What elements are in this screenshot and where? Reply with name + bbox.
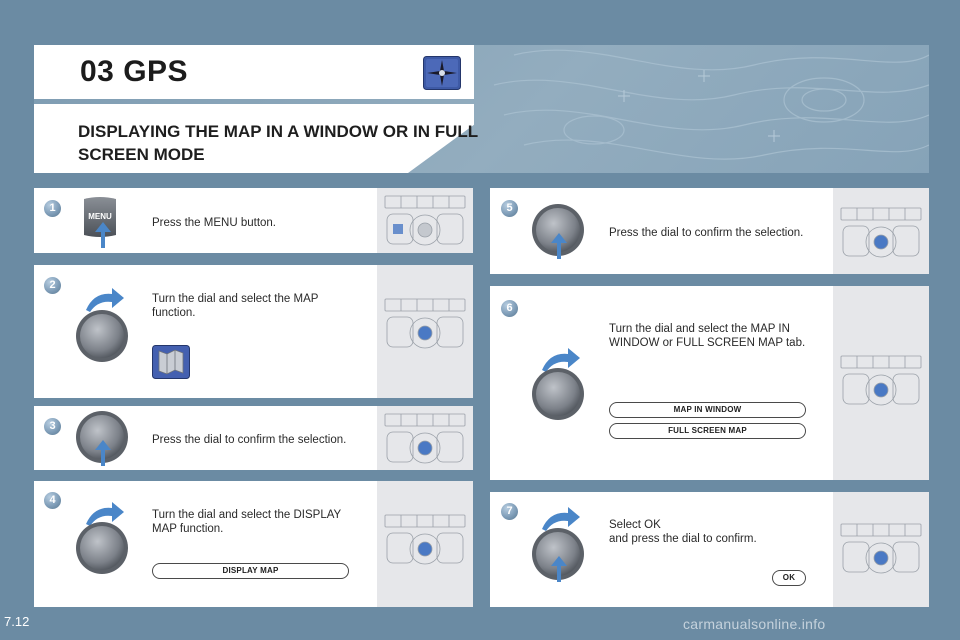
console-panel [377,265,473,398]
audio-console-icon [381,509,469,569]
map-function-icon [152,345,190,379]
section-title: DISPLAYING THE MAP IN A WINDOW OR IN FULL SCREEN MODE [78,122,478,164]
press-arrow-icon [551,233,567,259]
console-panel [377,188,473,253]
dial-icon [75,309,129,363]
audio-console-icon [837,202,925,262]
press-arrow-icon [551,556,567,582]
step-badge-4: 4 [43,491,62,510]
audio-console-icon [381,190,469,250]
step-text-7-line2: and press the dial to confirm. [609,533,757,545]
step-badge-1: 1 [43,199,62,218]
step-text-1: Press the MENU button. [152,217,276,229]
ok-pill: OK [772,570,806,586]
console-panel [833,188,929,274]
step-text-7 [609,518,809,546]
audio-console-icon [381,293,469,353]
watermark: carmanualsonline.info [683,616,826,632]
step-badge-3: 3 [43,417,62,436]
audio-console-icon [837,350,925,410]
step-text-3: Press the dial to confirm the selection. [152,434,347,446]
console-panel [833,492,929,607]
press-arrow-icon [95,440,111,466]
display-map-pill: DISPLAY MAP [152,563,349,579]
step-text-6: Turn the dial and select the MAP IN WINDOW or FULL SCREEN MAP tab. [609,323,806,349]
page-number: 7.12 [4,614,30,629]
step-text-5: Press the dial to confirm the selection. [609,227,804,239]
full-screen-map-pill: FULL SCREEN MAP [609,423,806,439]
audio-console-icon [837,518,925,578]
step-text-2: Turn the dial and select the MAP function. [152,293,319,319]
press-arrow-icon [95,222,111,248]
console-panel [377,481,473,607]
audio-console-icon [381,408,469,468]
step-badge-6: 6 [500,299,519,318]
gps-crosshair-icon [423,56,461,90]
map-in-window-pill: MAP IN WINDOW [609,402,806,418]
step-text-7-line1: Select OK [609,519,661,531]
console-panel [833,286,929,480]
page-title: 03 GPS [80,55,189,88]
step-badge-7: 7 [500,502,519,521]
dial-icon [75,521,129,575]
step-badge-5: 5 [500,199,519,218]
menu-button-label: MENU [88,212,112,221]
dial-icon [531,367,585,421]
step-text-4: Turn the dial and select the DISPLAY MAP function. [152,509,342,535]
step-badge-2: 2 [43,276,62,295]
console-panel [377,406,473,470]
